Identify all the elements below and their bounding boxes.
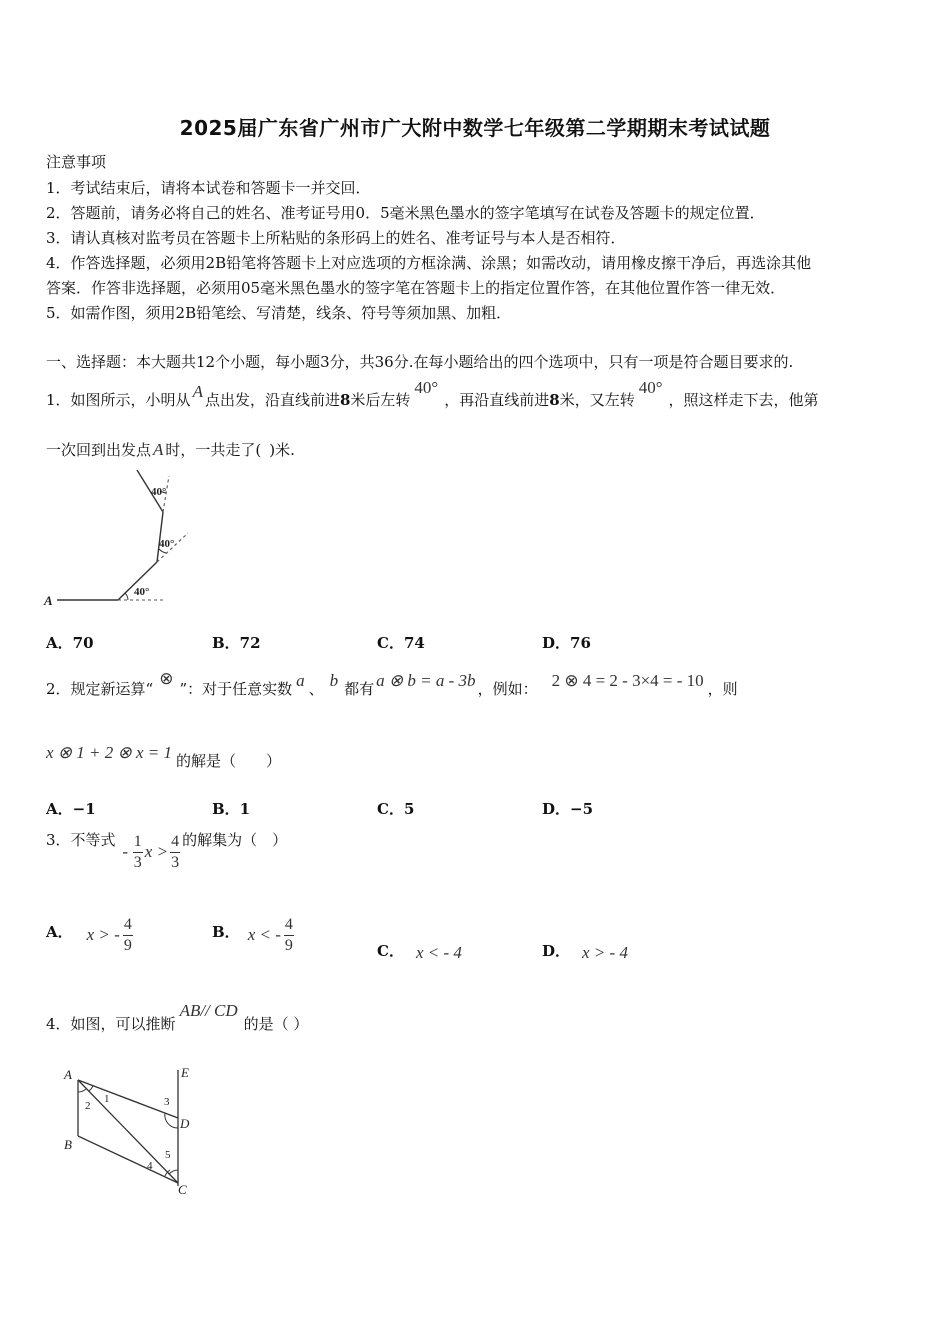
q4-label-a: A xyxy=(64,1067,72,1082)
q4-angle-4: 4 xyxy=(147,1160,153,1172)
q3-option-a-frac xyxy=(123,915,133,956)
q2-text-3: 都有 xyxy=(344,680,375,698)
q1-option-d[interactable]: D．76 xyxy=(542,634,591,652)
q4-angle-2: 2 xyxy=(85,1100,91,1112)
q3-option-b-den: 9 xyxy=(284,937,293,954)
q1-num: 1． xyxy=(46,391,71,409)
q3-num: 3． xyxy=(46,830,71,849)
q1-line2-b: 时，一共走了( xyxy=(165,441,262,459)
q3-text-1: 不等式 xyxy=(70,830,116,849)
notice-item-3: 3．请认真核对监考员在答题卡上所粘贴的条形码上的姓名、准考证号与本人是否相符． xyxy=(46,229,626,247)
q3-option-a-num: 4 xyxy=(123,915,133,936)
q3-neg: - xyxy=(122,841,129,861)
q2-option-a[interactable]: A．−1 xyxy=(46,800,96,818)
q1-text-3: 米后左转 xyxy=(350,391,411,409)
section-heading: 一、选择题：本大题共12个小题，每小题3分，共36分.在每小题给出的四个选项中，只有一项是符合题目要求的. xyxy=(46,353,794,371)
q4-label-b: B xyxy=(64,1137,72,1152)
q1-figure-angle-3: 40° xyxy=(151,486,167,498)
q3-option-d-expr: x > - 4 xyxy=(582,943,628,962)
q1-figure-label-a: A xyxy=(44,593,53,608)
q3-option-d[interactable] xyxy=(542,940,628,961)
q3-option-b-label: B． xyxy=(212,923,240,941)
q1-point-a-2: A xyxy=(153,440,164,459)
q2-option-d[interactable]: D．−5 xyxy=(542,800,594,818)
q3-option-b-expr: x < - xyxy=(247,925,281,944)
q4-label-e: E xyxy=(181,1065,189,1080)
q2-text-2: ”：对于任意实数 xyxy=(179,680,293,698)
q3-frac-1-den: 3 xyxy=(133,854,142,871)
q3-option-a-label: A． xyxy=(46,923,73,941)
q3-line xyxy=(46,832,287,873)
q4-label-c: C xyxy=(178,1182,187,1197)
q3-option-d-label: D． xyxy=(542,942,571,960)
q1-line2-a: 一次回到出发点 xyxy=(46,441,152,459)
q2-text-5: ，则 xyxy=(707,680,738,698)
page-title: 2025届广东省广州市广大附中数学七年级第二学期期末考试试题 xyxy=(179,116,771,140)
q1-dist-1: 8 xyxy=(339,391,351,409)
q3-frac-2-num: 4 xyxy=(170,832,180,853)
q1-text-1: 如图所示，小明从 xyxy=(70,391,191,409)
q3-option-a[interactable] xyxy=(46,915,133,956)
q1-text-6: ，照这样走下去，他第 xyxy=(668,391,819,409)
q3-option-c-label: C． xyxy=(377,942,404,960)
q1-line1 xyxy=(46,378,819,410)
q2-text-1: 规定新运算“ xyxy=(70,680,154,698)
q2-text-4: ，例如： xyxy=(477,680,538,698)
q4-line xyxy=(46,1001,309,1034)
q2-num: 2． xyxy=(46,680,71,698)
q3-option-b[interactable] xyxy=(212,915,294,956)
q4-figure xyxy=(58,1058,208,1198)
q3-option-c-expr: x < - 4 xyxy=(415,943,462,962)
q1-figure-angle-1: 40° xyxy=(134,586,150,598)
q4-angle-1: 1 xyxy=(104,1093,110,1105)
q2-example: 2 ⊗ 4 = 2 - 3×4 = - 10 xyxy=(551,671,704,690)
q2-definition: a ⊗ b = a - 3b xyxy=(376,671,476,690)
notice-heading: 注意事项 xyxy=(46,153,107,171)
q2-option-c[interactable]: C．5 xyxy=(377,800,415,818)
notice-item-2: 2．答题前，请务必将自己的姓名、准考证号用0．5毫米黑色墨水的签字笔填写在试卷及答题卡的规定位置． xyxy=(46,204,765,222)
q4-text-1: 如图，可以推断 xyxy=(70,1015,176,1033)
q4-label-d: D xyxy=(180,1116,190,1131)
q2-var-a: a xyxy=(296,671,305,690)
q1-option-b[interactable]: B．72 xyxy=(212,634,261,652)
q3-text-2: 的解集为（ ） xyxy=(182,830,288,849)
q1-figure xyxy=(40,465,210,615)
notice-item-1: 1．考试结束后，请将本试卷和答题卡一并交回． xyxy=(46,179,371,197)
q3-frac-2 xyxy=(170,832,180,873)
q1-text-5: 米，又左转 xyxy=(559,391,635,409)
q4-num: 4． xyxy=(46,1015,71,1033)
q1-point-a: A xyxy=(192,382,203,401)
q2-line1 xyxy=(46,669,738,699)
q1-figure-angle-2: 40° xyxy=(159,538,175,550)
q1-line2-c: )米. xyxy=(269,441,295,459)
q3-option-b-num: 4 xyxy=(284,915,294,936)
q2-equation: x ⊗ 1 + 2 ⊗ x = 1 xyxy=(46,743,173,762)
q3-option-a-expr: x > - xyxy=(86,925,120,944)
q3-option-a-den: 9 xyxy=(123,937,132,954)
q1-line2 xyxy=(46,439,295,460)
q4-angle-5: 5 xyxy=(165,1149,171,1161)
q3-frac-1-num: 1 xyxy=(133,832,143,853)
q2-option-b[interactable]: B．1 xyxy=(212,800,251,818)
q1-text-2: 点出发，沿直线前进 xyxy=(204,391,340,409)
q1-option-c[interactable]: C．74 xyxy=(377,634,425,652)
q2-operator: ⊗ xyxy=(159,669,174,688)
q4-relation: AB// CD xyxy=(179,1001,238,1020)
q4-angle-3: 3 xyxy=(164,1096,170,1108)
q3-frac-1 xyxy=(133,832,143,873)
q3-option-c[interactable] xyxy=(377,940,462,961)
notice-item-5: 5．如需作图，须用2B铅笔绘、写清楚，线条、符号等须加黑、加粗． xyxy=(46,304,512,322)
notice-item-4: 4．作答选择题，必须用2B铅笔将答题卡上对应选项的方框涂满、涂黑；如需改动，请用橡皮擦干净后，再选涂其他 xyxy=(46,254,812,272)
q3-frac-2-den: 3 xyxy=(171,854,180,871)
q2-sep: 、 xyxy=(308,680,324,698)
q3-option-b-frac xyxy=(284,915,294,956)
q2-var-b: b xyxy=(329,671,339,690)
q1-text-4: ，再沿直线前进 xyxy=(444,391,550,409)
q1-option-a[interactable]: A．70 xyxy=(46,634,94,652)
q1-angle-2: 40° xyxy=(638,378,663,397)
q3-var: x > xyxy=(144,841,169,861)
q4-text-2: 的是（ ） xyxy=(243,1015,309,1033)
q1-angle-1: 40° xyxy=(414,378,439,397)
notice-item-4-cont: 答案．作答非选择题，必须用05毫米黑色墨水的签字笔在答题卡上的指定位置作答，在其他位置作答一律无效． xyxy=(46,279,786,297)
q1-dist-2: 8 xyxy=(549,391,560,409)
q2-text-6: 的解是（ ） xyxy=(176,752,282,770)
q2-line2 xyxy=(46,743,282,771)
